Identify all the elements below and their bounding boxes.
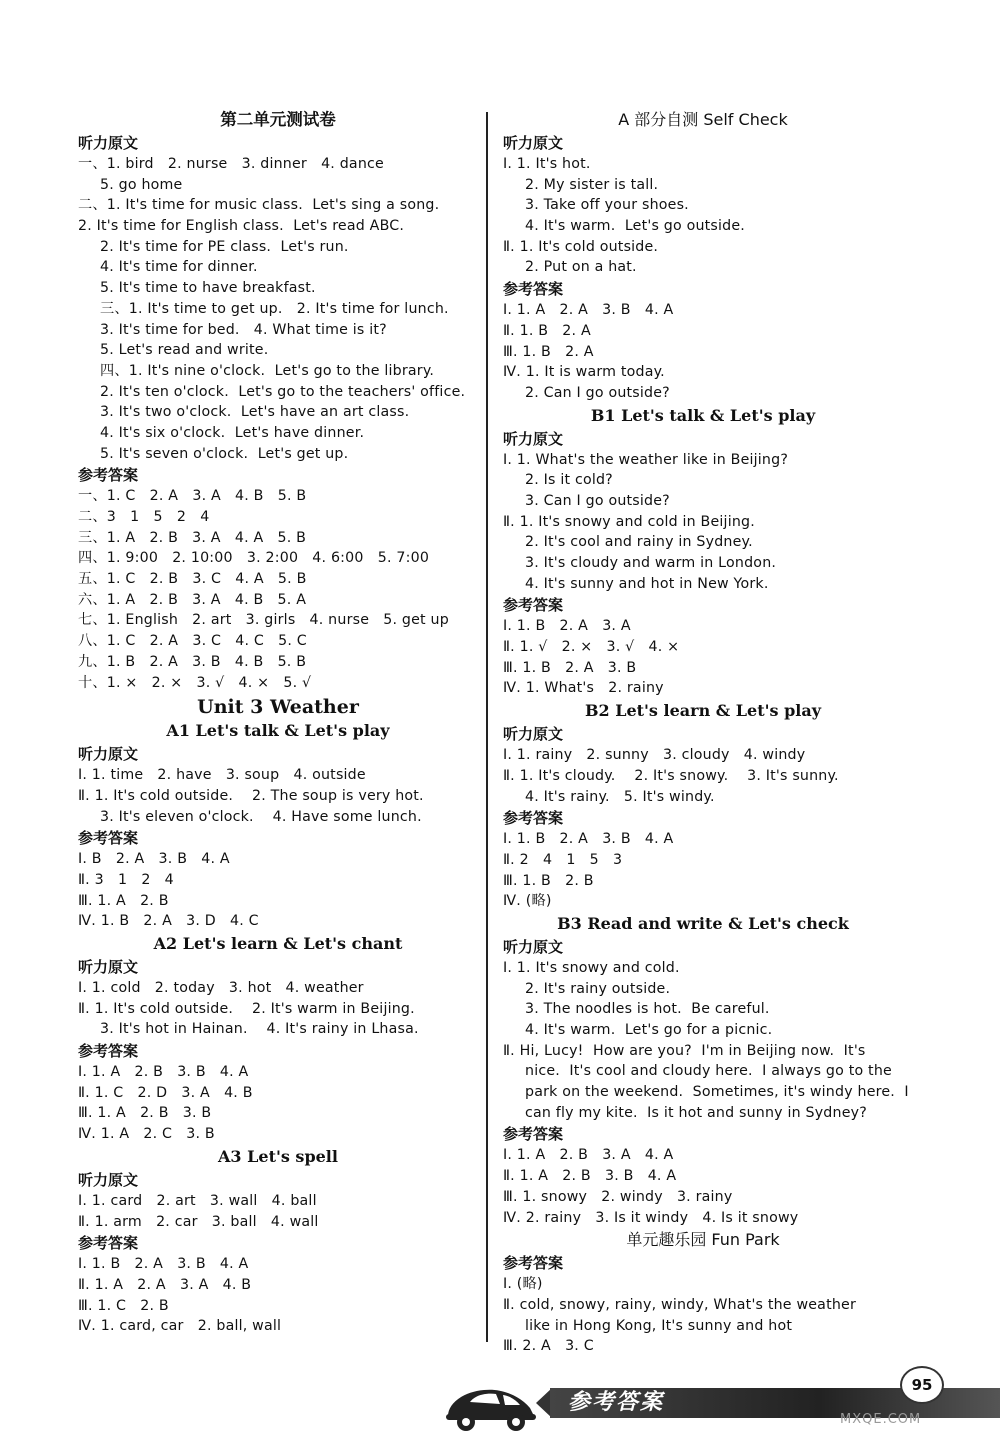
section-title-b3: B3 Read and write & Let's check [557, 913, 849, 933]
text-line: 七、1. English 2. art 3. girls 4. nurse 5. get up [78, 612, 449, 629]
text-line: Ⅳ. 1. What's 2. rainy [503, 680, 664, 697]
text-line: 3. Can I go outside? [525, 492, 670, 509]
test-answers-list [78, 486, 478, 693]
a1-listening-list [78, 765, 478, 827]
text-line: Ⅰ. 1. What's the weather like in Beijing? [503, 451, 789, 468]
answers-label: 参考答案 [78, 466, 139, 485]
text-line: 3. Take off your shoes. [525, 197, 689, 214]
text-line: Ⅰ. 1. card 2. art 3. wall 4. ball [78, 1192, 317, 1209]
footer-banner [440, 1368, 1000, 1438]
text-line: 3. It's hot in Hainan. 4. It's rainy in Lhasa. [100, 1021, 419, 1038]
text-line: 五、1. C 2. B 3. C 4. A 5. B [78, 571, 307, 588]
text-line: 十、1. × 2. × 3. √ 4. × 5. √ [78, 674, 312, 691]
text-line: 2. It's time for PE class. Let's run. [100, 238, 349, 255]
right-column [503, 108, 909, 1357]
answers-label: 参考答案 [78, 1042, 139, 1061]
answers-label: 参考答案 [78, 829, 139, 848]
text-line: Ⅰ. 1. cold 2. today 3. hot 4. weather [78, 980, 364, 996]
text-line: Ⅰ. 1. A 2. A 3. B 4. A [503, 302, 674, 319]
a3-listening-list [78, 1191, 478, 1232]
fp-answers-list [503, 1274, 903, 1357]
a1-answers-list [78, 849, 478, 932]
b3-answers-list [503, 1145, 903, 1228]
text-line: Ⅰ. 1. B 2. A 3. B 4. A [503, 831, 674, 848]
text-line: 4. It's rainy. 5. It's windy. [525, 788, 715, 805]
text-line: 二、1. It's time for music class. Let's sing a song. [78, 197, 440, 214]
text-line: 四、1. 9:00 2. 10:00 3. 2:00 4. 6:00 5. 7:00 [78, 550, 430, 567]
answers-label: 参考答案 [503, 1254, 564, 1273]
text-line: 3. It's cloudy and warm in London. [525, 555, 777, 571]
text-line: Ⅲ. 1. B 2. B [503, 872, 594, 889]
answers-label: 参考答案 [503, 280, 564, 299]
text-line: Ⅳ. (略) [503, 893, 552, 910]
text-line: 2. It's cool and rainy in Sydney. [525, 534, 753, 551]
text-line: Ⅱ. 1. A 2. B 3. B 4. A [503, 1168, 677, 1185]
watermark: MXQE.COM [840, 1412, 922, 1427]
text-line: Ⅲ. 2. A 3. C [503, 1338, 594, 1355]
text-line: 4. It's warm. Let's go for a picnic. [525, 1022, 773, 1038]
text-line: Ⅱ. 1. It's cold outside. 2. The soup is very hot. [78, 787, 424, 804]
listening-label: 听力原文 [503, 937, 564, 956]
text-line: Ⅲ. 1. A 2. B [78, 892, 169, 909]
section-title-b2: B2 Let's learn & Let's play [584, 701, 822, 721]
text-line: 2. It's ten o'clock. Let's go to the teachers' office. [100, 383, 466, 400]
text-line: Ⅲ. 1. B 2. A 3. B [503, 659, 637, 676]
text-line: 5. go home [100, 176, 183, 193]
text-line: 5. It's seven o'clock. Let's get up. [100, 445, 349, 462]
text-line: Ⅲ. 1. C 2. B [78, 1297, 169, 1314]
text-line: park on the weekend. Sometimes, it's windy here. I [525, 1084, 909, 1101]
column-divider [486, 112, 488, 1342]
listening-label: 听力原文 [78, 134, 139, 152]
self-check-title: A 部分自测 Self Check [618, 110, 788, 129]
section-title-a3: A3 Let's spell [218, 1146, 338, 1166]
text-line: Ⅱ. 1. It's cloudy. 2. It's snowy. 3. It's sunny. [503, 767, 839, 784]
text-line: 一、1. C 2. A 3. A 4. B 5. B [78, 488, 307, 505]
left-column [78, 108, 478, 1337]
text-line: Ⅲ. 1. snowy 2. windy 3. rainy [503, 1188, 733, 1205]
text-line: 三、1. It's time to get up. 2. It's time for lunch. [100, 300, 449, 317]
text-line: 六、1. A 2. B 3. A 4. B 5. A [78, 591, 307, 608]
banner-text: 参考答案 [568, 1390, 665, 1415]
text-line: Ⅱ. 1. A 2. A 3. A 4. B [78, 1276, 252, 1293]
listening-label: 听力原文 [503, 725, 564, 744]
listening-label: 听力原文 [78, 745, 139, 764]
text-line: Ⅲ. 1. A 2. B 3. B [78, 1105, 212, 1122]
text-line: Ⅰ. 1. time 2. have 3. soup 4. outside [78, 767, 366, 784]
text-line: Ⅰ. (略) [503, 1276, 543, 1293]
test-listening-list [78, 154, 478, 464]
answers-label: 参考答案 [503, 596, 564, 615]
text-line: Ⅲ. 1. B 2. A [503, 343, 594, 360]
test-title: 第二单元测试卷 [220, 110, 336, 129]
a2-answers-list [78, 1062, 478, 1145]
text-line: Ⅱ. 2 4 1 5 3 [503, 851, 623, 868]
answers-label: 参考答案 [503, 809, 564, 828]
b2-answers-list [503, 829, 903, 912]
text-line: Ⅱ. 1. It's snowy and cold in Beijing. [503, 513, 755, 530]
text-line: nice. It's cool and cloudy here. I always go to the [525, 1063, 892, 1080]
a2-listening-list [78, 978, 478, 1040]
text-line: 八、1. C 2. A 3. C 4. C 5. C [78, 633, 307, 650]
text-line: Ⅱ. 3 1 2 4 [78, 871, 174, 888]
text-line: Ⅳ. 1. B 2. A 3. D 4. C [78, 913, 259, 930]
section-title-a2: A2 Let's learn & Let's chant [153, 934, 403, 953]
b2-listening-list [503, 745, 903, 807]
text-line: 4. It's time for dinner. [100, 259, 258, 276]
text-line: 5. It's time to have breakfast. [100, 280, 316, 297]
text-line: Ⅱ. 1. It's cold outside. 2. It's warm in Beijing. [78, 1000, 415, 1017]
fun-park-title: 单元趣乐园 Fun Park [626, 1230, 780, 1250]
text-line: Ⅳ. 1. card, car 2. ball, wall [78, 1318, 282, 1335]
car-icon [440, 1378, 540, 1434]
text-line: 一、1. bird 2. nurse 3. dinner 4. dance [78, 156, 384, 172]
b3-listening-list [503, 958, 909, 1124]
text-line: 三、1. A 2. B 3. A 4. A 5. B [78, 529, 307, 546]
text-line: Ⅰ. B 2. A 3. B 4. A [78, 851, 230, 868]
page-number: 95 [900, 1366, 944, 1404]
answers-label: 参考答案 [78, 1234, 139, 1253]
text-line: Ⅳ. 1. A 2. C 3. B [78, 1126, 215, 1143]
text-line: Ⅱ. cold, snowy, rainy, windy, What's the weather [503, 1296, 856, 1313]
listening-label: 听力原文 [78, 1170, 139, 1189]
text-line: Ⅱ. Hi, Lucy! How are you? I'm in Beijing now. It's [503, 1042, 866, 1059]
text-line: 2. Put on a hat. [525, 259, 637, 276]
text-line: 3. It's two o'clock. Let's have an art class. [100, 404, 410, 421]
text-line: Ⅳ. 2. rainy 3. Is it windy 4. Is it snowy [503, 1209, 799, 1226]
text-line: Ⅰ. 1. A 2. B 3. B 4. A [78, 1064, 249, 1081]
text-line: 2. Can I go outside? [525, 384, 670, 401]
listening-label: 听力原文 [78, 958, 139, 976]
sc-listening-list [503, 154, 903, 278]
listening-label: 听力原文 [503, 134, 564, 152]
text-line: 3. The noodles is hot. Be careful. [525, 1001, 770, 1018]
text-line: 4. It's warm. Let's go outside. [525, 218, 745, 235]
text-line: 2. My sister is tall. [525, 176, 659, 193]
text-line: can fly my kite. Is it hot and sunny in Sydney? [525, 1104, 867, 1121]
text-line: Ⅱ. 1. arm 2. car 3. ball 4. wall [78, 1213, 319, 1230]
listening-label: 听力原文 [503, 429, 564, 448]
text-line: Ⅰ. 1. It's snowy and cold. [503, 959, 680, 976]
text-line: 二、3 1 5 2 4 [78, 509, 210, 525]
text-line: Ⅰ. 1. rainy 2. sunny 3. cloudy 4. windy [503, 747, 806, 764]
text-line: Ⅱ. 1. √ 2. × 3. √ 4. × [503, 639, 680, 656]
text-line: 4. It's sunny and hot in New York. [525, 575, 769, 592]
unit-title: Unit 3 Weather [197, 696, 359, 719]
text-line: 九、1. B 2. A 3. B 4. B 5. B [78, 653, 307, 670]
text-line: 四、1. It's nine o'clock. Let's go to the library. [100, 362, 435, 379]
text-line: 2. It's rainy outside. [525, 980, 671, 997]
text-line: 3. It's time for bed. 4. What time is it? [100, 321, 387, 338]
text-line: 2. Is it cold? [525, 472, 613, 489]
sc-answers-list [503, 300, 903, 403]
b1-answers-list [503, 616, 903, 699]
text-line: Ⅰ. 1. It's hot. [503, 156, 591, 172]
text-line: 2. It's time for English class. Let's read ABC. [78, 218, 405, 235]
section-title-b1: B1 Let's talk & Let's play [590, 405, 816, 425]
a3-answers-list [78, 1254, 478, 1337]
section-title-a1: A1 Let's talk & Let's play [166, 721, 390, 741]
text-line: Ⅰ. 1. B 2. A 3. B 4. A [78, 1256, 249, 1273]
text-line: Ⅱ. 1. B 2. A [503, 322, 591, 339]
text-line: like in Hong Kong, It's sunny and hot [525, 1317, 793, 1334]
text-line: Ⅰ. 1. A 2. B 3. A 4. A [503, 1147, 674, 1164]
text-line: 5. Let's read and write. [100, 342, 269, 359]
text-line: 3. It's eleven o'clock. 4. Have some lunch. [100, 808, 422, 825]
text-line: Ⅱ. 1. It's cold outside. [503, 238, 659, 255]
text-line: Ⅰ. 1. B 2. A 3. A [503, 618, 631, 635]
text-line: Ⅱ. 1. C 2. D 3. A 4. B [78, 1084, 253, 1101]
text-line: 4. It's six o'clock. Let's have dinner. [100, 424, 365, 441]
b1-listening-list [503, 450, 903, 595]
answers-label: 参考答案 [503, 1125, 564, 1144]
text-line: Ⅳ. 1. It is warm today. [503, 364, 665, 381]
